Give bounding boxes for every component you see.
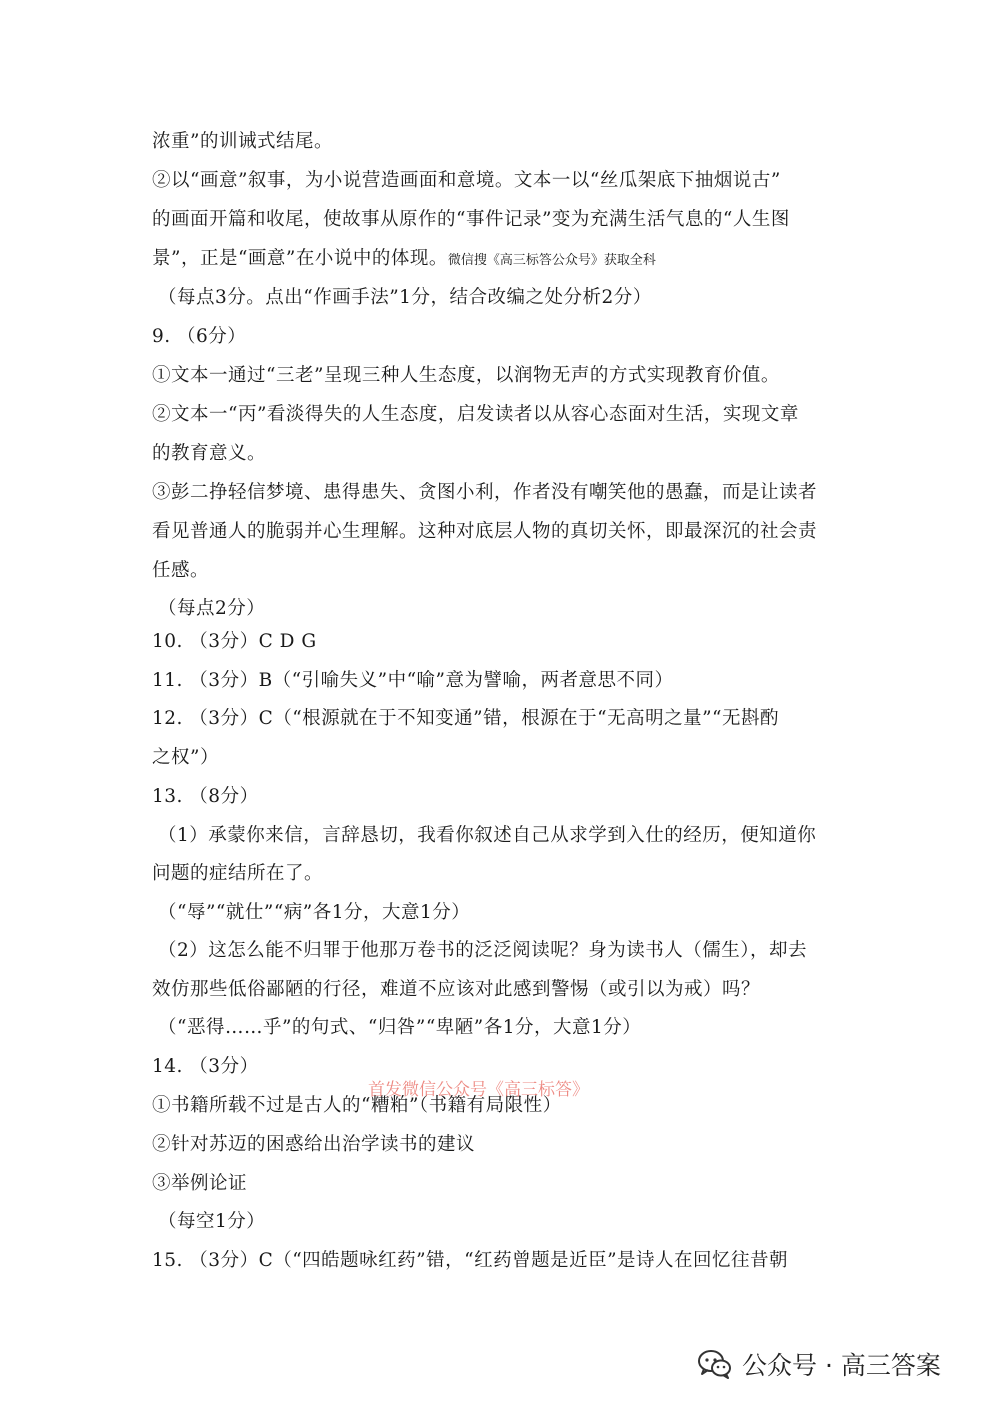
text-line: ③彭二挣轻信梦境、患得患失、贪图小利，作者没有嘲笑他的愚蠢，而是让读者: [152, 482, 818, 503]
answer-line: 10. （3分）C D G: [152, 631, 317, 652]
text-line: ①书籍所载不过是古人的“糟粕”（书籍有局限性）: [152, 1095, 562, 1116]
text-line: 问题的症结所在了。: [152, 863, 324, 884]
question-number: 14. （3分）: [152, 1056, 259, 1077]
footer-brand-text: 公众号 · 高三答案: [742, 1351, 941, 1380]
scoring-note: （“恶得……乎”的句式、“归咎”“卑陋”各1分，大意1分）: [158, 1017, 642, 1038]
question-number: 9. （6分）: [152, 326, 247, 347]
footer-brand[interactable]: [698, 1342, 941, 1386]
wechat-icon: [698, 1349, 732, 1379]
text-line: ②文本一“丙”看淡得失的人生态度，启发读者以从容心态面对生活，实现文章: [152, 404, 799, 425]
text-line: [152, 246, 656, 274]
text-line: 看见普通人的脆弱并心生理解。这种对底层人物的真切关怀，即最深沉的社会责: [152, 521, 818, 542]
watermark: 首发微信公众号《高三标答》: [368, 1080, 589, 1100]
answer-line: 15. （3分）C（“四皓题咏红药”错，“红药曾题是近臣”是诗人在回忆往昔朝: [152, 1250, 789, 1271]
text-line: 的画面开篇和收尾，使故事从原作的“事件记录”变为充满生活气息的“人生图: [152, 209, 790, 230]
inline-note: 微信搜《高三标答公众号》获取全科: [447, 253, 656, 268]
text-line: 浓重”的训诫式结尾。: [152, 131, 333, 152]
text-line-main: 景”，正是“画意”在小说中的体现。: [152, 248, 448, 269]
text-line: 之权”）: [152, 747, 219, 768]
scoring-note: （每点2分）: [158, 598, 266, 619]
question-number: 13. （8分）: [152, 786, 259, 807]
text-line: 任感。: [152, 560, 210, 581]
answer-line: 12. （3分）C（“根源就在于不知变通”错，根源在于“无高明之量”“无斟酌: [152, 708, 780, 729]
text-line: （1）承蒙你来信，言辞恳切，我看你叙述自己从求学到入仕的经历，便知道你: [158, 825, 817, 846]
text-line: ②针对苏迈的困惑给出治学读书的建议: [152, 1134, 476, 1155]
answer-line: 11. （3分）B（“引喻失义”中“喻”意为譬喻，两者意思不同）: [152, 670, 674, 691]
text-line: （2）这怎么能不归罪于他那万卷书的泛泛阅读呢？身为读书人（儒生），却去: [158, 940, 808, 961]
text-line: ①文本一通过“三老”呈现三种人生态度，以润物无声的方式实现教育价值。: [152, 365, 780, 386]
scoring-note: （每空1分）: [158, 1211, 266, 1232]
scoring-note: （“辱”“就仕”“病”各1分，大意1分）: [158, 902, 471, 923]
text-line: 的教育意义。: [152, 443, 267, 464]
text-line: 效仿那些低俗鄙陋的行径，难道不应该对此感到警惕（或引以为戒）吗？: [152, 979, 761, 1000]
text-line: ②以“画意”叙事，为小说营造画面和意境。文本一以“丝瓜架底下抽烟说古”: [152, 170, 781, 191]
scoring-note: （每点3分。点出“作画手法”1分，结合改编之处分析2分）: [158, 287, 652, 308]
text-line: ③举例论证: [152, 1173, 248, 1194]
